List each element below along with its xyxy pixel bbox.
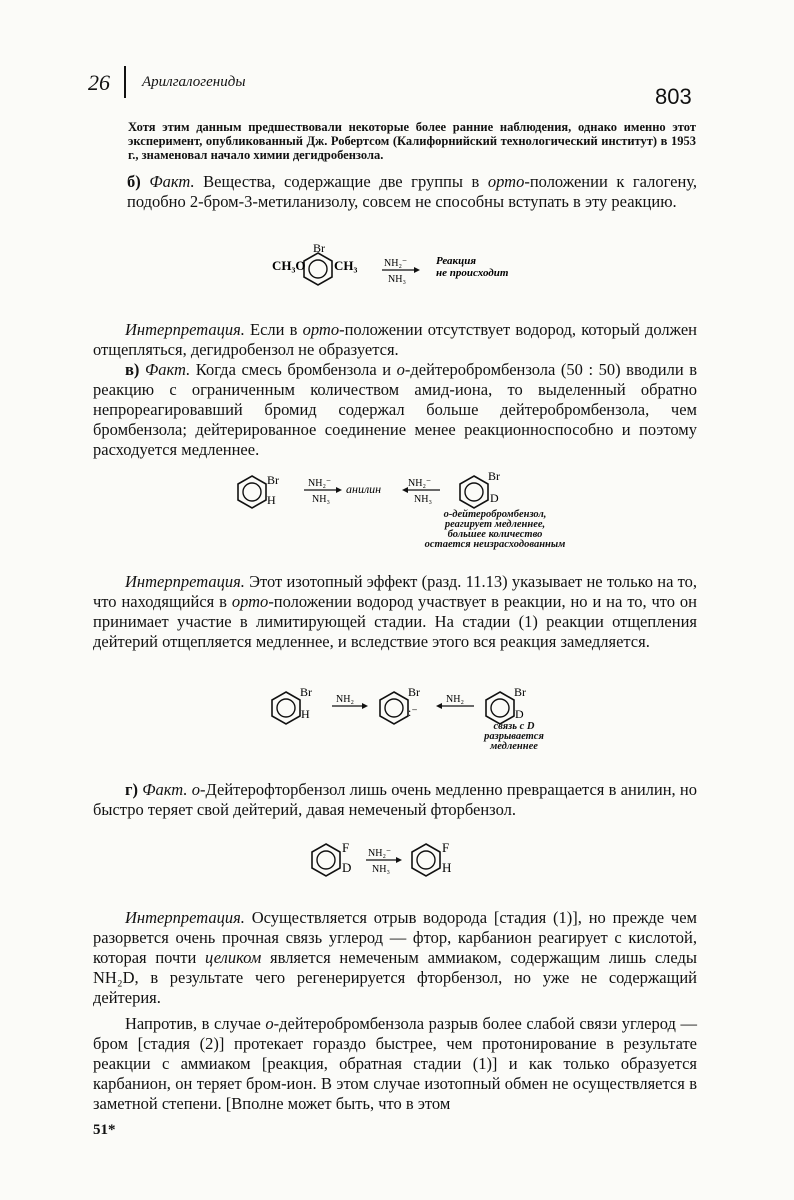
interp-g-label: Интерпретация. bbox=[125, 908, 245, 927]
scheme1-br: Br bbox=[313, 241, 325, 255]
scheme4-d1: D bbox=[342, 860, 352, 875]
final-o: о bbox=[265, 1014, 274, 1033]
scheme3-reagent1: NH₂ bbox=[336, 694, 354, 705]
scheme1-left-group: CH₃O bbox=[272, 258, 306, 273]
scheme3-caption-line3: медленнее bbox=[490, 741, 538, 752]
scheme1-reagent-top: NH₂⁻ bbox=[384, 258, 408, 269]
scheme2-caption-line1: о-дейтеробромбензол, bbox=[443, 509, 547, 520]
scheme4-reagent-top: NH₂⁻ bbox=[368, 848, 392, 859]
scheme3-reagent2: NH₂ bbox=[446, 694, 464, 705]
scheme3-caption bbox=[464, 722, 564, 752]
intro-note: Хотя этим данным предшествовали некоторые более ранние наблюдения, однако именно этот эксперимент, опубликованный Дж. Робертсом (Калифорнийский технологический институт) в 1953 г., знаменовал начало химии дегидробензола. bbox=[128, 120, 696, 162]
aromatic-circle-icon bbox=[317, 851, 335, 869]
benzene-ring-icon bbox=[272, 692, 300, 724]
scheme3-br1: Br bbox=[300, 685, 312, 699]
fact-v-o: о bbox=[396, 360, 405, 379]
aromatic-circle-icon bbox=[309, 260, 327, 278]
benzene-ring-icon bbox=[238, 476, 266, 508]
scheme-4 bbox=[306, 836, 476, 886]
benzene-ring-icon bbox=[486, 692, 514, 724]
fact-b-ortho: орто bbox=[487, 172, 525, 191]
interp-b-text-a: Если в bbox=[250, 320, 298, 339]
arrow-head-icon bbox=[336, 487, 342, 493]
scheme-1 bbox=[270, 240, 540, 302]
interp-v-text-a: Этот изотопный эффект (разд. 11.13) указывает не только на то, что находящийся в bbox=[93, 572, 698, 611]
fact-v-marker: в) bbox=[125, 360, 140, 379]
benzene-ring-icon bbox=[304, 253, 332, 285]
running-title: Арилгалогениды bbox=[142, 74, 246, 90]
scheme2-h-left: H bbox=[267, 493, 276, 507]
aromatic-circle-icon bbox=[417, 851, 435, 869]
scheme2-reagent2-bottom: NH₃ bbox=[414, 494, 432, 505]
scheme3-br3: Br bbox=[514, 685, 526, 699]
interp-v-text-b: -положении водород участвует в реакции, но и на то, что он принимает участие в лимитирующей стадии. На стадии (1) реакции отщепления дейтерий отщепляется медленнее, и вследствие этого вся реакция замедляется. bbox=[93, 592, 698, 651]
interp-b-paragraph bbox=[93, 320, 697, 360]
fact-g-o: о bbox=[191, 780, 201, 799]
scheme1-result-line2: не происходит bbox=[436, 267, 509, 279]
scheme2-caption-line4: остается неизрасходованным bbox=[424, 539, 566, 550]
scheme2-caption bbox=[410, 510, 580, 550]
final-paragraph bbox=[93, 1014, 697, 1114]
arrow-head-icon bbox=[402, 487, 408, 493]
scheme3-br2: Br bbox=[408, 685, 420, 699]
benzene-ring-icon bbox=[460, 476, 488, 508]
fact-v-label: Факт. bbox=[144, 360, 191, 379]
interp-g-text-a: Осуществляется отрыв водорода [стадия (1)], но прежде чем разорвется очень прочная связь углерод — фтор, карбанион реагирует с кислотой, которая почти bbox=[93, 908, 697, 967]
header-divider bbox=[124, 66, 126, 98]
benzene-ring-icon bbox=[312, 844, 340, 876]
fact-g-text-b: -Дейтерофторбензол лишь очень медленно превращается в анилин, но быстро теряет свой дейтерий, давая немеченый фторбензол. bbox=[93, 780, 698, 819]
page-number: 26 bbox=[88, 70, 110, 95]
scheme2-reagent2-top: NH₂⁻ bbox=[408, 478, 432, 489]
scheme4-f2: F bbox=[442, 840, 450, 855]
aromatic-circle-icon bbox=[491, 699, 509, 717]
benzene-ring-icon bbox=[412, 844, 440, 876]
folio: 803 bbox=[655, 84, 692, 109]
scheme2-br-left: Br bbox=[267, 473, 279, 487]
signature-mark: 51* bbox=[93, 1122, 116, 1138]
scheme3-caption-line2: разрывается bbox=[484, 731, 544, 742]
scheme3-d3: D bbox=[515, 707, 524, 721]
scheme4-f1: F bbox=[342, 840, 350, 855]
fact-g-paragraph bbox=[93, 780, 697, 820]
fact-g-marker: г) bbox=[125, 780, 138, 799]
scheme2-reagent-top: NH₂⁻ bbox=[308, 478, 332, 489]
scheme1-result-line1: Реакция bbox=[436, 255, 477, 267]
interp-b-ortho: орто bbox=[302, 320, 340, 339]
interp-v-label: Интерпретация. bbox=[125, 572, 245, 591]
scheme4-reagent-bottom: NH₃ bbox=[372, 864, 390, 875]
scheme3-anion: :⁻ bbox=[408, 705, 418, 719]
scheme2-d-right: D bbox=[490, 491, 499, 505]
fact-b-marker: б) bbox=[127, 172, 141, 191]
scheme2-br-right: Br bbox=[488, 469, 500, 483]
fact-b-paragraph bbox=[127, 172, 697, 212]
arrow-head-icon bbox=[436, 703, 442, 709]
final-text-a: Напротив, в случае bbox=[125, 1014, 261, 1033]
scheme1-reagent-bottom: NH₃ bbox=[388, 274, 406, 285]
scheme4-h2: H bbox=[442, 860, 452, 875]
aromatic-circle-icon bbox=[243, 483, 261, 501]
scheme3-h1: H bbox=[301, 707, 310, 721]
interp-v-ortho: орто bbox=[231, 592, 269, 611]
aromatic-circle-icon bbox=[277, 699, 295, 717]
aromatic-circle-icon bbox=[465, 483, 483, 501]
fact-b-label: Факт. bbox=[149, 172, 195, 191]
scheme2-reagent-bottom: NH₃ bbox=[312, 494, 330, 505]
interp-g-celikom: целиком bbox=[205, 948, 262, 967]
final-text-b: -дейтеробромбензола разрыв более слабой связи углерод — бром [стадия (2)] протекает гораздо быстрее, чем протонирование в результате реакции с аммиаком [реакция, обратная стадии (1)] и как только образуется карбанион, он теряет бром-ион. В этом случае изотопный обмен не осуществляется в заметной степени. [Вполне может быть, что в этом bbox=[93, 1014, 697, 1113]
interp-g-paragraph bbox=[93, 908, 697, 1008]
fact-v-text-a: Когда смесь бромбензола и bbox=[195, 360, 392, 379]
arrow-head-icon bbox=[396, 857, 402, 863]
fact-b-text-b: -положении к галогену, подобно 2-бром-3-метиланизолу, совсем не способны вступать в эту реакцию. bbox=[127, 172, 698, 211]
fact-v-paragraph bbox=[93, 360, 697, 460]
interp-b-text-b: -положении отсутствует водород, который должен отщепляться, дегидробензол не образуется. bbox=[93, 320, 697, 359]
scheme2-product: анилин bbox=[346, 482, 382, 496]
interp-v-paragraph bbox=[93, 572, 697, 652]
benzene-ring-icon bbox=[380, 692, 408, 724]
scheme3-caption-line1: связь с D bbox=[493, 721, 535, 732]
aromatic-circle-icon bbox=[385, 699, 403, 717]
fact-v-text-b: -дейтеробромбензола (50 : 50) вводили в реакцию с ограниченным количеством амид-иона, то выделенный обратно непрореагировавший бромид содержал больше дейтеробромбензола, чем бромбензола; дейтерированное соединение менее реакционноспособно и поэтому расходуется медленнее. bbox=[93, 360, 698, 459]
arrow-head-icon bbox=[414, 267, 420, 273]
scheme1-right-group: CH₃ bbox=[334, 258, 358, 273]
fact-b-text-a: Вещества, содержащие две группы в bbox=[203, 172, 480, 191]
interp-g-text-b: является немеченым аммиаком, содержащим лишь следы NH₂D, в результате чего регенерируется фторбензол, но уже не содержащий дейтерия. bbox=[93, 948, 697, 1007]
interp-b-label: Интерпретация. bbox=[125, 320, 245, 339]
fact-g-label: Факт. bbox=[142, 780, 188, 799]
scheme2-caption-line3: большее количество bbox=[447, 529, 543, 540]
scheme2-caption-line2: реагирует медленнее, bbox=[444, 519, 546, 530]
arrow-head-icon bbox=[362, 703, 368, 709]
